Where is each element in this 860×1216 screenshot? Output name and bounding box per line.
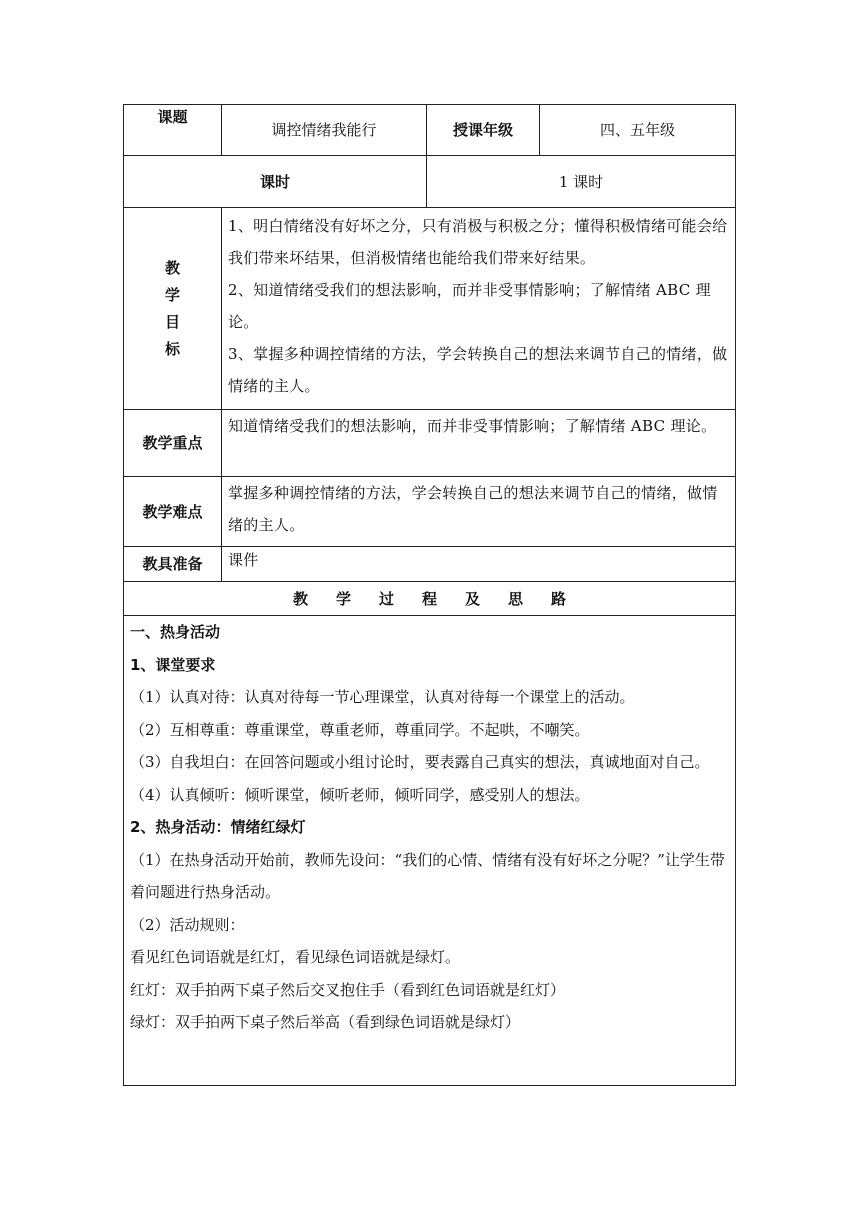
process-heading-char: 路: [551, 589, 567, 608]
process-line: （1）认真对待：认真对待每一节心理课堂，认真对待每一个课堂上的活动。: [130, 688, 635, 706]
goals-label-char: 学: [164, 285, 180, 304]
goal-item: 1、明白情绪没有好坏之分，只有消极与积极之分；懂得积极情绪可能会给我们带来坏结果，但消极情绪也能给我们带来好结果。: [228, 217, 728, 267]
hours-value: 1 课时: [427, 156, 736, 208]
process-heading-char: 程: [421, 589, 437, 608]
difficulties-text: 掌握多种调控情绪的方法，学会转换自己的想法来调节自己的情绪，做情绪的主人。: [222, 477, 736, 547]
goal-item: 3、掌握多种调控情绪的方法，学会转换自己的想法来调节自己的情绪，做情绪的主人。: [228, 345, 728, 395]
topic-row: [124, 105, 736, 156]
process-line: 红灯：双手拍两下桌子然后交叉抱住手（看到红色词语就是红灯）: [130, 980, 566, 999]
process-line: （2）活动规则：: [130, 915, 245, 934]
topic-label: 课题: [124, 105, 222, 156]
materials-label: 教具准备: [124, 547, 222, 582]
key-points-text: 知道情绪受我们的想法影响，而并非受事情影响；了解情绪 ABC 理论。: [222, 410, 736, 477]
process-line: （1）在热身活动开始前，教师先设问：“我们的心情、情绪有没有好坏之分呢？”让学生带着问题进行热身活动。: [130, 850, 725, 901]
process-heading-char: 及: [465, 589, 481, 608]
goals-content: [222, 208, 736, 410]
hours-row: [124, 156, 736, 208]
lesson-plan-table: [123, 104, 736, 1086]
process-heading-char: 过: [378, 589, 394, 608]
process-line: （2）互相尊重：尊重课堂，尊重老师，尊重同学。不起哄，不嘲笑。: [130, 720, 590, 739]
process-line: （3）自我坦白：在回答问题或小组讨论时，要表露自己真实的想法，真诚地面对自己。: [130, 753, 710, 771]
key-points-label: 教学重点: [124, 410, 222, 477]
process-heading-char: 教: [292, 589, 308, 608]
process-heading-row: [124, 582, 736, 616]
process-heading: [124, 582, 736, 616]
process-line: 看见红色词语就是红灯，看见绿色词语就是绿灯。: [130, 948, 461, 966]
hours-label: 课时: [124, 156, 427, 208]
goals-row: [124, 208, 736, 410]
difficulties-label: 教学难点: [124, 477, 222, 547]
process-line: （4）认真倾听：倾听课堂，倾听老师，倾听同学，感受别人的想法。: [130, 785, 590, 804]
process-line: 一、热身活动: [130, 623, 221, 641]
topic-value: 调控情绪我能行: [222, 105, 427, 156]
grade-label: 授课年级: [427, 105, 540, 156]
goals-label-char: 教: [164, 258, 180, 277]
goal-item: 2、知道情绪受我们的想法影响，而并非受事情影响；了解情绪 ABC 理论。: [228, 281, 711, 331]
process-body-row: [124, 616, 736, 1086]
process-heading-char: 学: [335, 589, 351, 608]
goals-label: [124, 208, 222, 410]
process-heading-char: 思: [508, 589, 524, 608]
process-line: 2、热身活动：情绪红绿灯: [130, 818, 306, 836]
process-body: [124, 616, 736, 1086]
process-line: 绿灯：双手拍两下桌子然后举高（看到绿色词语就是绿灯）: [130, 1013, 521, 1031]
goals-label-char: 目: [164, 312, 180, 331]
grade-value: 四、五年级: [540, 105, 736, 156]
difficulties-row: [124, 477, 736, 547]
key-points-row: [124, 410, 736, 477]
goals-label-char: 标: [164, 339, 180, 358]
materials-text: 课件: [222, 547, 736, 582]
materials-row: [124, 547, 736, 582]
process-line: 1、课堂要求: [130, 655, 216, 674]
